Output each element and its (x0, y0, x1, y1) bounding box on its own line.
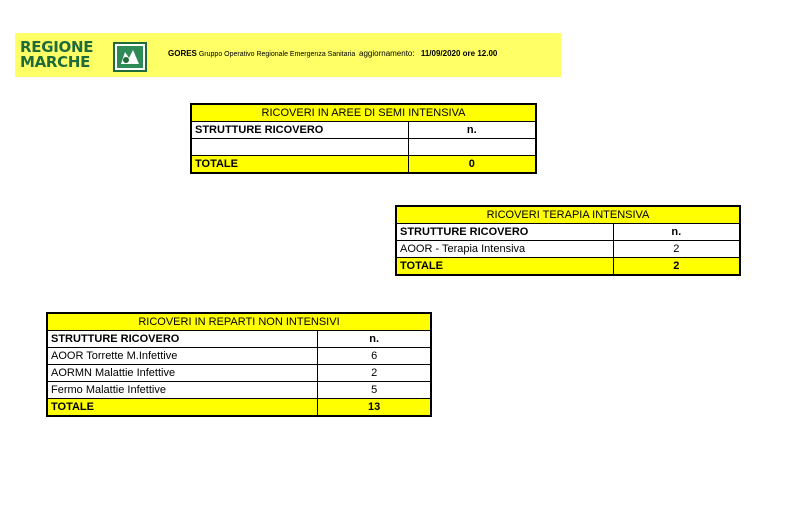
row-structure-name: AOOR - Terapia Intensiva (396, 241, 613, 258)
total-label: TOTALE (191, 156, 408, 174)
logo-line-2: MARCHE (20, 53, 91, 71)
row-structure-name: Fermo Malattie Infettive (47, 382, 318, 399)
table-semi-intensiva (190, 103, 537, 174)
total-label: TOTALE (47, 399, 318, 417)
logo-line-1: REGIONE (20, 38, 94, 56)
gores-label (168, 49, 355, 58)
column-header-count: n. (408, 122, 536, 139)
row-structure-name: AORMN Malattie Infettive (47, 365, 318, 382)
column-header-count: n. (318, 331, 431, 348)
table-terapia-intensiva (395, 205, 741, 276)
table-row (47, 382, 431, 399)
total-value: 2 (613, 258, 740, 276)
column-header-structure: STRUTTURE RICOVERO (396, 224, 613, 241)
total-label: TOTALE (396, 258, 613, 276)
row-count: 6 (318, 348, 431, 365)
row-count: 2 (318, 365, 431, 382)
table-title: RICOVERI IN REPARTI NON INTENSIVI (47, 313, 431, 331)
gores-acronym: GORES (168, 49, 197, 58)
row-count: 2 (613, 241, 740, 258)
table-row (396, 241, 740, 258)
update-label: aggiornamento: (359, 49, 415, 58)
table-reparti-non-intensivi (46, 312, 432, 417)
table-row (47, 348, 431, 365)
column-header-count: n. (613, 224, 740, 241)
column-header-structure: STRUTTURE RICOVERO (47, 331, 318, 348)
update-value: 11/09/2020 ore 12.00 (420, 49, 498, 58)
total-value: 0 (408, 156, 536, 174)
table-title: RICOVERI IN AREE DI SEMI INTENSIVA (191, 104, 536, 122)
table-title: RICOVERI TERAPIA INTENSIVA (396, 206, 740, 224)
column-header-structure: STRUTTURE RICOVERO (191, 122, 408, 139)
total-value: 13 (318, 399, 431, 417)
table-row (191, 139, 536, 156)
update-timestamp (359, 49, 497, 58)
row-structure-name: AOOR Torrette M.Infettive (47, 348, 318, 365)
regione-emblem-icon (113, 42, 147, 72)
table-row (47, 365, 431, 382)
row-count: 5 (318, 382, 431, 399)
report-header (15, 33, 561, 77)
regione-marche-logo (20, 40, 160, 72)
gores-description: Gruppo Operativo Regionale Emergenza Sanitaria (198, 51, 356, 58)
